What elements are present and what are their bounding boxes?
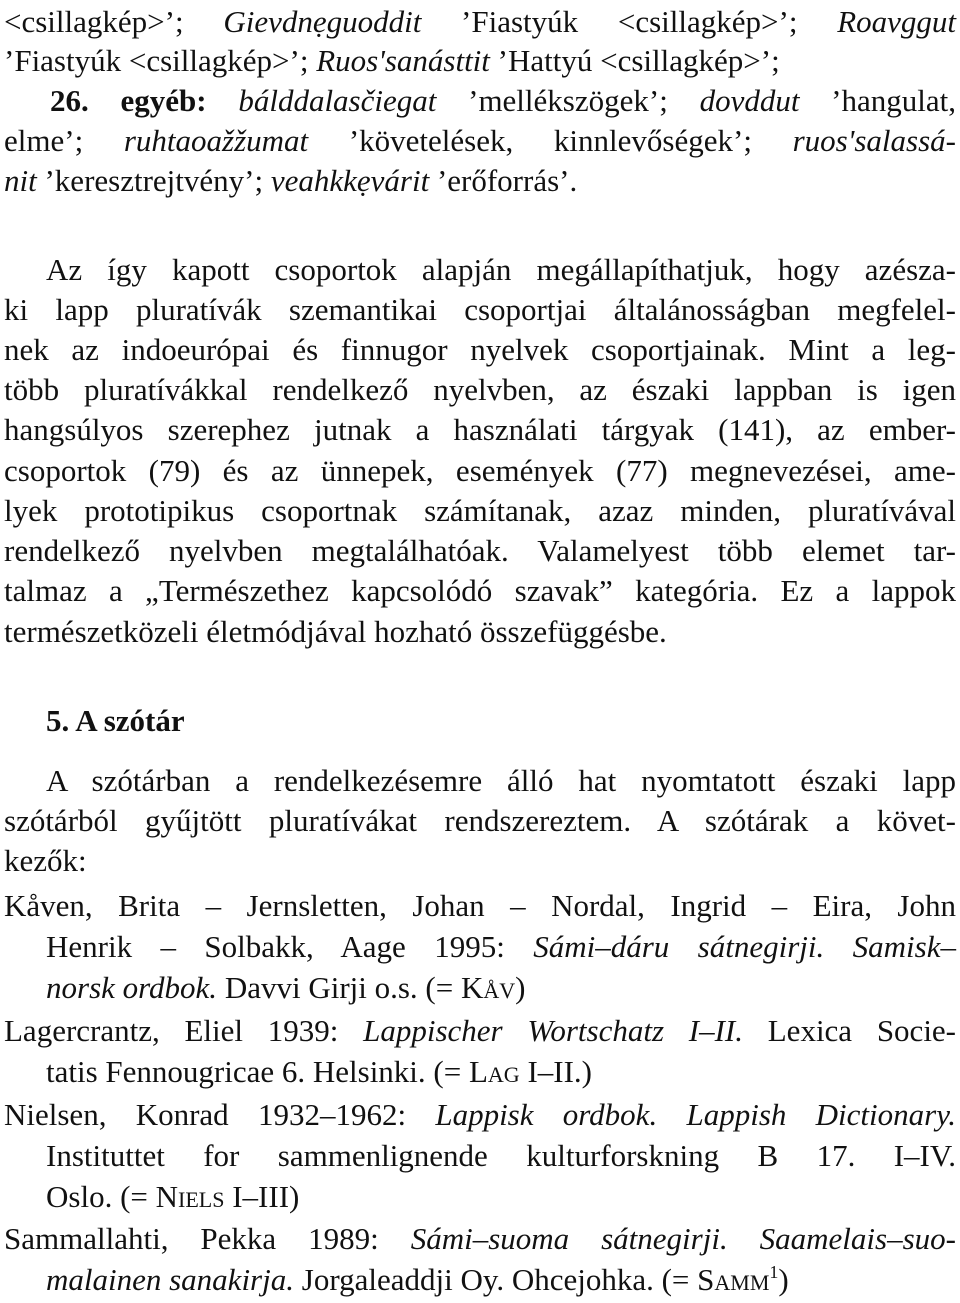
text-line: [50, 81, 956, 121]
paragraph-line: természetközeli életmódjával hozható összefüggésbe.: [4, 614, 667, 649]
italic-title: malainen sanakirja.: [46, 1262, 294, 1297]
paragraph-line: hangsúlyos szerephez jutnak a használati tárgyak (141), az ember-: [4, 412, 956, 447]
italic-term: ruhtaoažžumat: [123, 123, 309, 158]
bibliography-line: [4, 1095, 956, 1135]
paragraph-line: rendelkező nyelvben megtalálhatóak. Valamelyest több elemet tar-: [4, 533, 956, 568]
paragraph-line: csoportok (79) és az ünnepek, események (77) megnevezései, ame-: [4, 453, 956, 488]
bibliography-line: Kåven, Brita – Jernsletten, Johan – Nordal, Ingrid – Eira, John: [4, 888, 956, 923]
segment: ’Hattyú <csillagkép>’;: [489, 43, 780, 78]
bibliography-line: [4, 1219, 956, 1259]
text-line: [4, 2, 956, 42]
segment: Nielsen, Konrad 1932–1962:: [4, 1097, 436, 1132]
bibliography-line: [46, 968, 956, 1011]
paragraph-line: több pluratívákkal rendelkező nyelvben, az északi lappban is igen: [4, 372, 956, 407]
bibliography-line: Instituttet for sammenlignende kulturforskning B 17. I–IV.: [46, 1138, 956, 1173]
paragraph-line: Az így kapott csoportok alapján megállapíthatjuk, hogy azésza-: [46, 252, 956, 287]
italic-term: Roavggut: [837, 4, 956, 39]
italic-title: norsk ordbok.: [46, 970, 218, 1005]
italic-term: dovddut: [699, 83, 800, 118]
paragraph-line: kezők:: [4, 843, 87, 878]
bibliography-line: [46, 1260, 956, 1303]
list-number: 26. egyéb:: [50, 83, 239, 118]
segment: ’Fiastyúk <csillagkép>’;: [421, 4, 838, 39]
italic-term: bálddalasčiegat: [238, 83, 437, 118]
segment: ’hangulat,: [799, 83, 956, 118]
text-line: [4, 161, 956, 201]
italic-title: Lappisk ordbok. Lappish Dictionary.: [435, 1097, 956, 1132]
paragraph-line: nek az indoeurópai és finnugor nyelvek csoportjainak. Mint a leg-: [4, 332, 956, 367]
italic-term: Ruos'sanásttit: [316, 43, 490, 78]
italic-title: Lappischer Wortschatz I–II.: [363, 1013, 743, 1048]
paragraph-line: lyek prototipikus csoportnak számítanak, azaz minden, pluratívával: [4, 493, 956, 528]
segment: ’Fiastyúk <csillagkép>’;: [4, 43, 317, 78]
segment: Henrik – Solbakk, Aage 1995:: [46, 929, 534, 964]
section-heading: 5. A szótár: [46, 703, 185, 738]
bibliography-line: [46, 927, 956, 967]
italic-term: veahkkẹvárit: [270, 163, 430, 198]
text-line: [4, 121, 956, 161]
paragraph-line: A szótárban a rendelkezésemre álló hat nyomtatott északi lapp: [46, 763, 956, 798]
italic-term: Gievdnẹguoddit: [223, 4, 422, 39]
segment: Lagercrantz, Eliel 1939:: [4, 1013, 364, 1048]
segment: Oslo. (= NIELS I–III): [46, 1179, 300, 1214]
paragraph-line: talmaz a „Természethez kapcsolódó szavak” kategória. Ez a lappok: [4, 573, 956, 608]
segment: ’erőforrás’.: [429, 163, 578, 198]
paragraph-line: szótárból gyűjtött pluratívákat rendszereztem. A szótárak a követ-: [4, 803, 956, 838]
text-line: [4, 41, 956, 81]
segment: ’követelések, kinnlevőségek’;: [308, 123, 793, 158]
italic-title: Sámi–dáru sátnegirji. Samisk–: [533, 929, 956, 964]
bibliography-line: [4, 1011, 956, 1051]
italic-term: nit: [4, 163, 37, 198]
segment: <csillagkép>’;: [4, 4, 224, 39]
italic-title: Sámi–suoma sátnegirji. Saamelais–suo-: [410, 1221, 956, 1256]
bibliography-line: [46, 1052, 956, 1095]
segment: Lexica Socie-: [743, 1013, 957, 1048]
footnote-mark: 1: [769, 1262, 779, 1282]
segment: Davvi Girji o.s. (= KÅV): [217, 970, 526, 1005]
segment: Jorgaleaddji Oy. Ohcejohka. (= $SAMM^1$): [294, 1262, 789, 1297]
italic-term: ruos'salassá-: [792, 123, 956, 158]
paragraph-line: ki lapp pluratívák szemantikai csoportjai általánosságban megfelel-: [4, 292, 956, 327]
segment: ’keresztrejtvény’;: [36, 163, 271, 198]
bibliography-line: [46, 1177, 956, 1220]
segment: tatis Fennougricae 6. Helsinki. (= LAG I–II.): [46, 1054, 592, 1089]
segment: ’mellékszögek’;: [436, 83, 700, 118]
segment: Sammallahti, Pekka 1989:: [4, 1221, 411, 1256]
segment: elme’;: [4, 123, 124, 158]
